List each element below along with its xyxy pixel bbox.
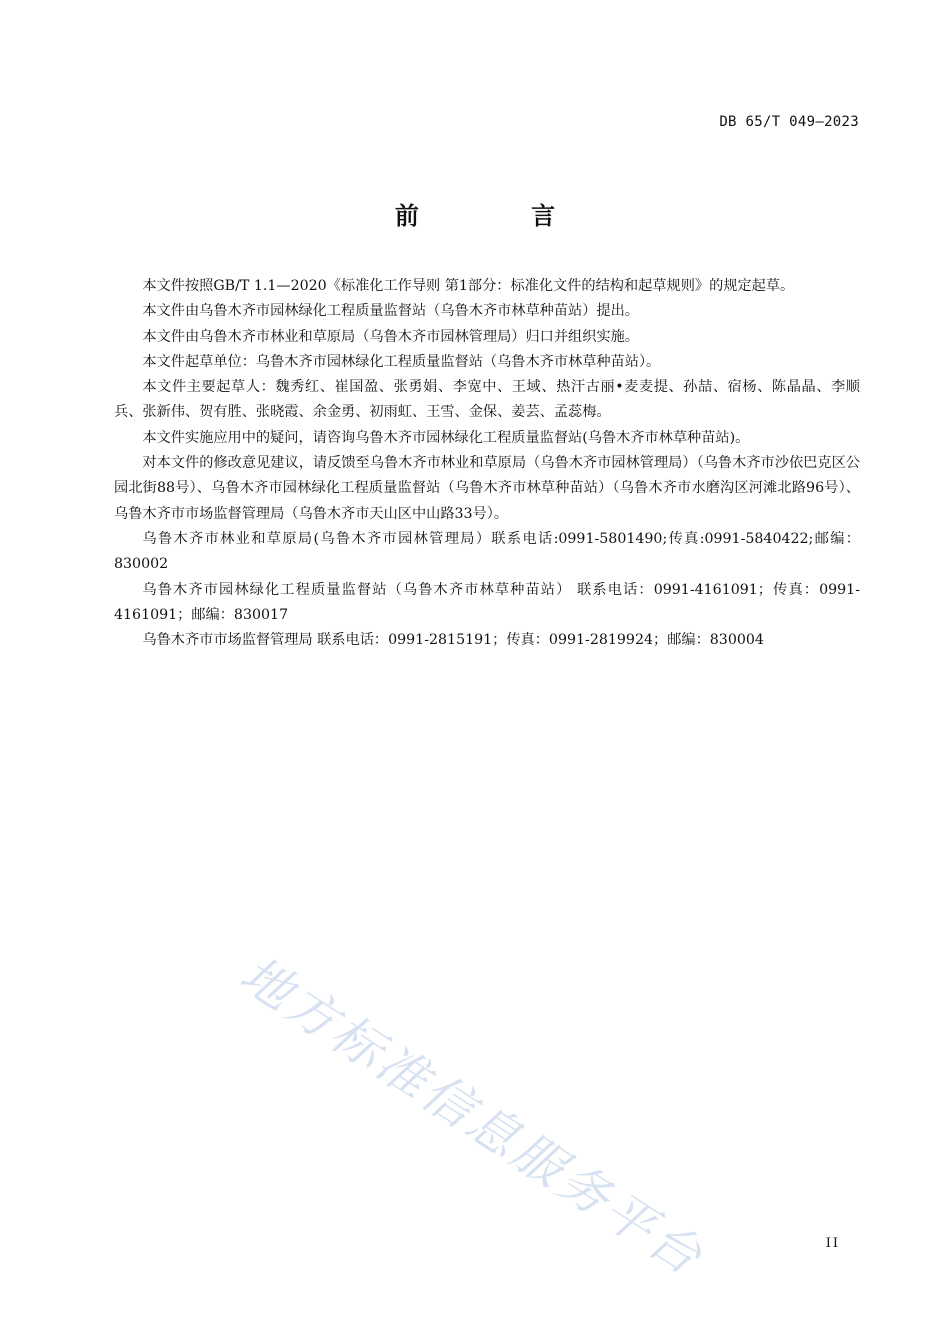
paragraph-proposed-by: 本文件由乌鲁木齐市园林绿化工程质量监督站（乌鲁木齐市林草种苗站）提出。: [142, 303, 639, 320]
paragraph-drafters: 本文件主要起草人：魏秀红、崔国盈、张勇娟、李宽中、王域、热汗古丽•麦麦提、孙喆、宿杨、陈晶晶、李顺兵、张新伟、贺有胜、张晓霞、余金勇、初雨虹、王雪、金保、姜芸、孟蕊梅。: [114, 379, 860, 421]
paragraph-feedback: 对本文件的修改意见建议，请反馈至乌鲁木齐市林业和草原局（乌鲁木齐市园林管理局）（乌鲁木齐市沙依巴克区公园北街88号）、乌鲁木齐市园林绿化工程质量监督站（乌鲁木齐市林草种苗站）（乌鲁木齐市水磨沟区河滩北路96号）、乌鲁木齐市市场监督管理局（乌鲁木齐市天山区中山路33号）。: [114, 455, 860, 522]
paragraph-inquiries: 本文件实施应用中的疑问，请咨询乌鲁木齐市园林绿化工程质量监督站(乌鲁木齐市林草种苗站)。: [142, 429, 750, 446]
paragraph-drafting-unit: 本文件起草单位：乌鲁木齐市园林绿化工程质量监督站（乌鲁木齐市林草种苗站）。: [142, 353, 661, 370]
paragraph-contact-market-bureau: 乌鲁木齐市市场监督管理局 联系电话：0991-2815191；传真：0991-2819924；邮编：830004: [142, 632, 764, 649]
page-title: 前 言: [394, 201, 608, 230]
watermark: 地方标准信息服务平台: [230, 945, 715, 1288]
paragraph-managed-by: 本文件由乌鲁木齐市林业和草原局（乌鲁木齐市园林管理局）归口并组织实施。: [142, 328, 639, 345]
paragraph-contact-supervision-station: 乌鲁木齐市园林绿化工程质量监督站（乌鲁木齐市林草种苗站） 联系电话：0991-4161091；传真：0991-4161091；邮编：830017: [114, 581, 860, 623]
paragraph-drafting-rules: 本文件按照GB/T 1.1—2020《标准化工作导则 第1部分：标准化文件的结构和起草规则》的规定起草。: [142, 278, 795, 294]
paragraph-contact-forestry-bureau: 乌鲁木齐市林业和草原局(乌鲁木齐市园林管理局）联系电话:0991-5801490;传真:0991-5840422;邮编：830002: [114, 530, 860, 573]
page-number: II: [825, 1236, 840, 1251]
standard-code: DB 65/T 049—2023: [719, 114, 859, 130]
foreword-body: [114, 274, 860, 653]
